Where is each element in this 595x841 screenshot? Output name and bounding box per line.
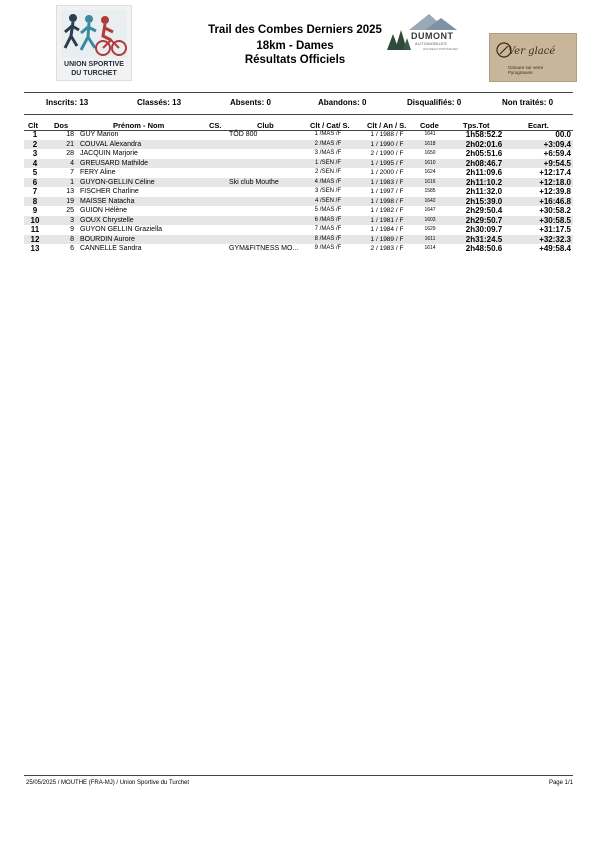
table-row bbox=[24, 216, 573, 226]
dumont-brand: DUMONT bbox=[411, 31, 454, 41]
cell-clt: 3 bbox=[32, 149, 38, 158]
cell-year: 1 / 1989 / F bbox=[370, 235, 404, 243]
cell-dos: 19 bbox=[66, 197, 74, 205]
cell-gap: +30:58.2 bbox=[539, 206, 571, 215]
cell-code: 1610 bbox=[424, 159, 436, 166]
ver-glace-title: Ver glacé bbox=[508, 46, 556, 57]
ver-glace-line1: Gravure sur verre bbox=[508, 65, 544, 70]
union-sportive-logo bbox=[56, 5, 132, 81]
footer-event-info: 25/05/2025 / MOUTHE (FRA-MJ) / Union Sportive du Turchet bbox=[26, 780, 190, 786]
cell-cat: 3 /SEN /F bbox=[314, 188, 341, 194]
cell-code: 1647 bbox=[424, 207, 436, 213]
cell-cat: 8 /MAS /F bbox=[314, 235, 342, 242]
cell-cat: 1 /MAS /F bbox=[314, 131, 342, 137]
cell-dos: 6 bbox=[70, 245, 74, 252]
cell-dos: 9 bbox=[70, 226, 74, 233]
results-label: Résultats Officiels bbox=[244, 54, 346, 66]
cell-year: 1 / 1982 / F bbox=[370, 207, 404, 214]
ver-glace-logo bbox=[489, 33, 577, 82]
cell-gap: +30:58.5 bbox=[539, 215, 571, 225]
cell-gap: +16:46.8 bbox=[539, 196, 571, 206]
cell-cat: 4 /MAS /F bbox=[314, 178, 342, 185]
logo-line-1: UNION SPORTIVE bbox=[64, 61, 124, 68]
summary-rule bbox=[24, 114, 573, 115]
table-row bbox=[24, 149, 573, 159]
cell-dos: 4 bbox=[70, 159, 74, 167]
cell-year: 1 / 1981 / F bbox=[370, 216, 404, 224]
cell-code: 1624 bbox=[424, 169, 436, 175]
cell-club: TÔD 800 bbox=[229, 131, 258, 138]
cell-clt: 11 bbox=[30, 225, 40, 234]
abandons-count: Abandons: 0 bbox=[318, 98, 367, 107]
cell-time: 2h08:46.7 bbox=[465, 158, 503, 168]
cell-dos: 3 bbox=[70, 216, 74, 224]
table-row bbox=[24, 225, 573, 235]
cell-time: 2h29:50.7 bbox=[465, 215, 503, 225]
cell-gap: +6:59.4 bbox=[543, 149, 571, 158]
cell-name: FERY Aline bbox=[80, 169, 116, 176]
cell-gap: 00.0 bbox=[555, 130, 571, 139]
cell-gap: +3:09.4 bbox=[543, 139, 571, 149]
title-block bbox=[190, 23, 400, 67]
cell-year: 2 / 1983 / F bbox=[370, 245, 404, 252]
cell-time: 2h15:39.0 bbox=[465, 196, 503, 206]
cell-club: GYM&FITNESS MO... bbox=[229, 245, 299, 252]
cell-dos: 28 bbox=[66, 150, 74, 157]
cell-dos: 18 bbox=[66, 131, 74, 138]
col-dos: Dos bbox=[54, 121, 69, 130]
cell-code: 1603 bbox=[424, 216, 436, 223]
dumont-logo bbox=[381, 12, 473, 52]
cell-clt: 7 bbox=[32, 187, 38, 196]
table-row bbox=[24, 168, 573, 178]
cell-name: GOUX Chrystelle bbox=[80, 216, 134, 224]
cell-gap: +49:58.4 bbox=[539, 244, 571, 253]
cell-time: 2h11:09.6 bbox=[465, 168, 503, 177]
cell-year: 1 / 1998 / F bbox=[370, 197, 404, 205]
cell-clt: 12 bbox=[30, 234, 40, 244]
col-gap: Ecart. bbox=[528, 121, 549, 130]
table-row bbox=[24, 206, 573, 216]
ver-glace-subtitle bbox=[508, 65, 543, 75]
cell-name: GUION Hélène bbox=[80, 207, 128, 214]
cell-gap: +9:54.5 bbox=[543, 158, 571, 168]
classes-count: Classés: 13 bbox=[137, 98, 182, 107]
cell-name: GUY Marion bbox=[80, 131, 119, 138]
ver-glace-line2: Pyrogravure bbox=[508, 70, 533, 75]
col-cs: CS. bbox=[209, 121, 222, 130]
cell-cat: 9 /MAS /F bbox=[314, 245, 342, 251]
runners-cyclist-icon bbox=[61, 10, 127, 58]
cell-gap: +31:17.5 bbox=[539, 225, 571, 234]
cell-gap: +12:17.4 bbox=[539, 168, 571, 177]
cell-cat: 2 /SEN /F bbox=[314, 169, 341, 175]
cell-cat: 4 /SEN /F bbox=[314, 197, 341, 204]
cell-dos: 7 bbox=[70, 169, 74, 176]
cell-code: 1629 bbox=[424, 226, 436, 232]
cell-code: 1618 bbox=[424, 140, 436, 147]
cell-clt: 9 bbox=[32, 206, 38, 215]
table-row bbox=[24, 130, 573, 140]
race-category: 18km - Dames bbox=[256, 40, 334, 52]
table-row bbox=[24, 159, 573, 169]
cell-code: 1642 bbox=[424, 197, 436, 204]
col-time: Tps.Tot bbox=[463, 121, 490, 130]
table-row bbox=[24, 235, 573, 245]
cell-clt: 6 bbox=[32, 177, 38, 187]
cell-year: 1 / 1988 / F bbox=[370, 131, 404, 138]
cell-dos: 25 bbox=[66, 207, 74, 214]
cell-club: Ski club Mouthe bbox=[229, 178, 279, 186]
footer-rule bbox=[24, 775, 573, 776]
cell-year: 1 / 2000 / F bbox=[370, 169, 404, 176]
col-code: Code bbox=[420, 121, 439, 130]
cell-code: 1641 bbox=[424, 131, 436, 137]
cell-gap: +12:18.0 bbox=[539, 177, 571, 187]
non-traites-count: Non traités: 0 bbox=[502, 98, 554, 107]
cell-time: 2h05:51.6 bbox=[465, 149, 503, 158]
cell-year: 1 / 1984 / F bbox=[370, 226, 404, 233]
cell-gap: +12:39.8 bbox=[539, 187, 571, 196]
cell-year: 2 / 1990 / F bbox=[370, 150, 404, 157]
race-title: Trail des Combes Derniers 2025 bbox=[208, 24, 382, 36]
cell-time: 2h29:50.4 bbox=[465, 206, 503, 215]
col-name: Prénom - Nom bbox=[113, 121, 165, 130]
cell-cat: 2 /MAS /F bbox=[314, 140, 342, 147]
cell-dos: 13 bbox=[66, 188, 74, 195]
cell-time: 2h11:10.2 bbox=[465, 177, 503, 187]
table-row bbox=[24, 244, 573, 254]
cell-name: JACQUIN Marjorie bbox=[80, 150, 138, 157]
cell-gap: +32:32.3 bbox=[539, 234, 571, 244]
cell-time: 2h31:24.5 bbox=[465, 234, 503, 244]
cell-time: 2h30:09.7 bbox=[465, 225, 503, 234]
table-row bbox=[24, 197, 573, 207]
cell-time: 2h02:01.6 bbox=[465, 139, 503, 149]
logo-line-2: DU TURCHET bbox=[71, 70, 117, 77]
cell-dos: 8 bbox=[70, 235, 74, 243]
cell-name: GUYON GELLIN Graziella bbox=[80, 226, 163, 233]
col-year: Clt / An / S. bbox=[367, 121, 407, 130]
cell-clt: 5 bbox=[32, 168, 38, 177]
summary-bar bbox=[24, 96, 573, 110]
table-row bbox=[24, 178, 573, 188]
cell-cat: 3 /MAS /F bbox=[314, 150, 342, 156]
cell-clt: 10 bbox=[30, 215, 40, 225]
cell-dos: 21 bbox=[66, 140, 74, 148]
cell-cat: 7 /MAS /F bbox=[314, 226, 342, 232]
cell-code: 1585 bbox=[424, 188, 436, 194]
cell-clt: 8 bbox=[32, 196, 38, 206]
cell-clt: 13 bbox=[30, 244, 40, 253]
table-row bbox=[24, 140, 573, 150]
disqualifies-count: Disqualifiés: 0 bbox=[407, 98, 462, 107]
cell-time: 2h11:32.0 bbox=[465, 187, 503, 196]
cell-name: FISCHER Charline bbox=[80, 188, 139, 195]
cell-name: COUVAL Alexandra bbox=[80, 140, 142, 148]
absents-count: Absents: 0 bbox=[230, 98, 271, 107]
cell-time: 1h58:52.2 bbox=[465, 130, 503, 139]
cell-name: GUYON-GELLIN Céline bbox=[80, 178, 155, 186]
cell-dos: 1 bbox=[70, 178, 74, 186]
cell-year: 1 / 1990 / F bbox=[370, 140, 404, 148]
cell-name: BOURDIN Aurore bbox=[80, 235, 135, 243]
cell-name: MAISSE Natacha bbox=[80, 197, 135, 205]
top-rule bbox=[24, 92, 573, 93]
cell-code: 1616 bbox=[424, 178, 436, 185]
cell-clt: 4 bbox=[32, 158, 38, 168]
cell-cat: 6 /MAS /F bbox=[314, 216, 342, 223]
cell-cat: 1 /SEN /F bbox=[314, 159, 341, 166]
cell-year: 1 / 1995 / F bbox=[370, 159, 404, 167]
col-cat: Clt / Cat/ S. bbox=[310, 121, 350, 130]
cell-code: 1611 bbox=[424, 235, 436, 242]
cell-code: 1650 bbox=[424, 150, 436, 156]
cell-clt: 1 bbox=[32, 130, 38, 139]
cell-year: 1 / 1997 / F bbox=[370, 188, 404, 195]
dumont-sub: AUTOMOBILES bbox=[415, 41, 448, 46]
col-clt: Clt bbox=[28, 121, 38, 130]
cell-code: 1614 bbox=[424, 245, 436, 251]
dumont-sub2: HOUSEAU PONTARLIER bbox=[423, 47, 458, 51]
page-header bbox=[0, 0, 595, 90]
col-club: Club bbox=[257, 121, 274, 130]
cell-clt: 2 bbox=[32, 139, 38, 149]
page-number: Page 1/1 bbox=[548, 780, 573, 786]
inscrits-count: Inscrits: 13 bbox=[46, 98, 89, 107]
cell-cat: 5 /MAS /F bbox=[314, 207, 342, 213]
results-table bbox=[24, 130, 573, 254]
cell-time: 2h48:50.6 bbox=[465, 244, 503, 253]
cell-year: 1 / 1983 / F bbox=[370, 178, 404, 186]
cell-name: CANNELLE Sandra bbox=[80, 245, 142, 252]
cell-name: GREUSARD Mathilde bbox=[80, 159, 149, 167]
table-row bbox=[24, 187, 573, 197]
